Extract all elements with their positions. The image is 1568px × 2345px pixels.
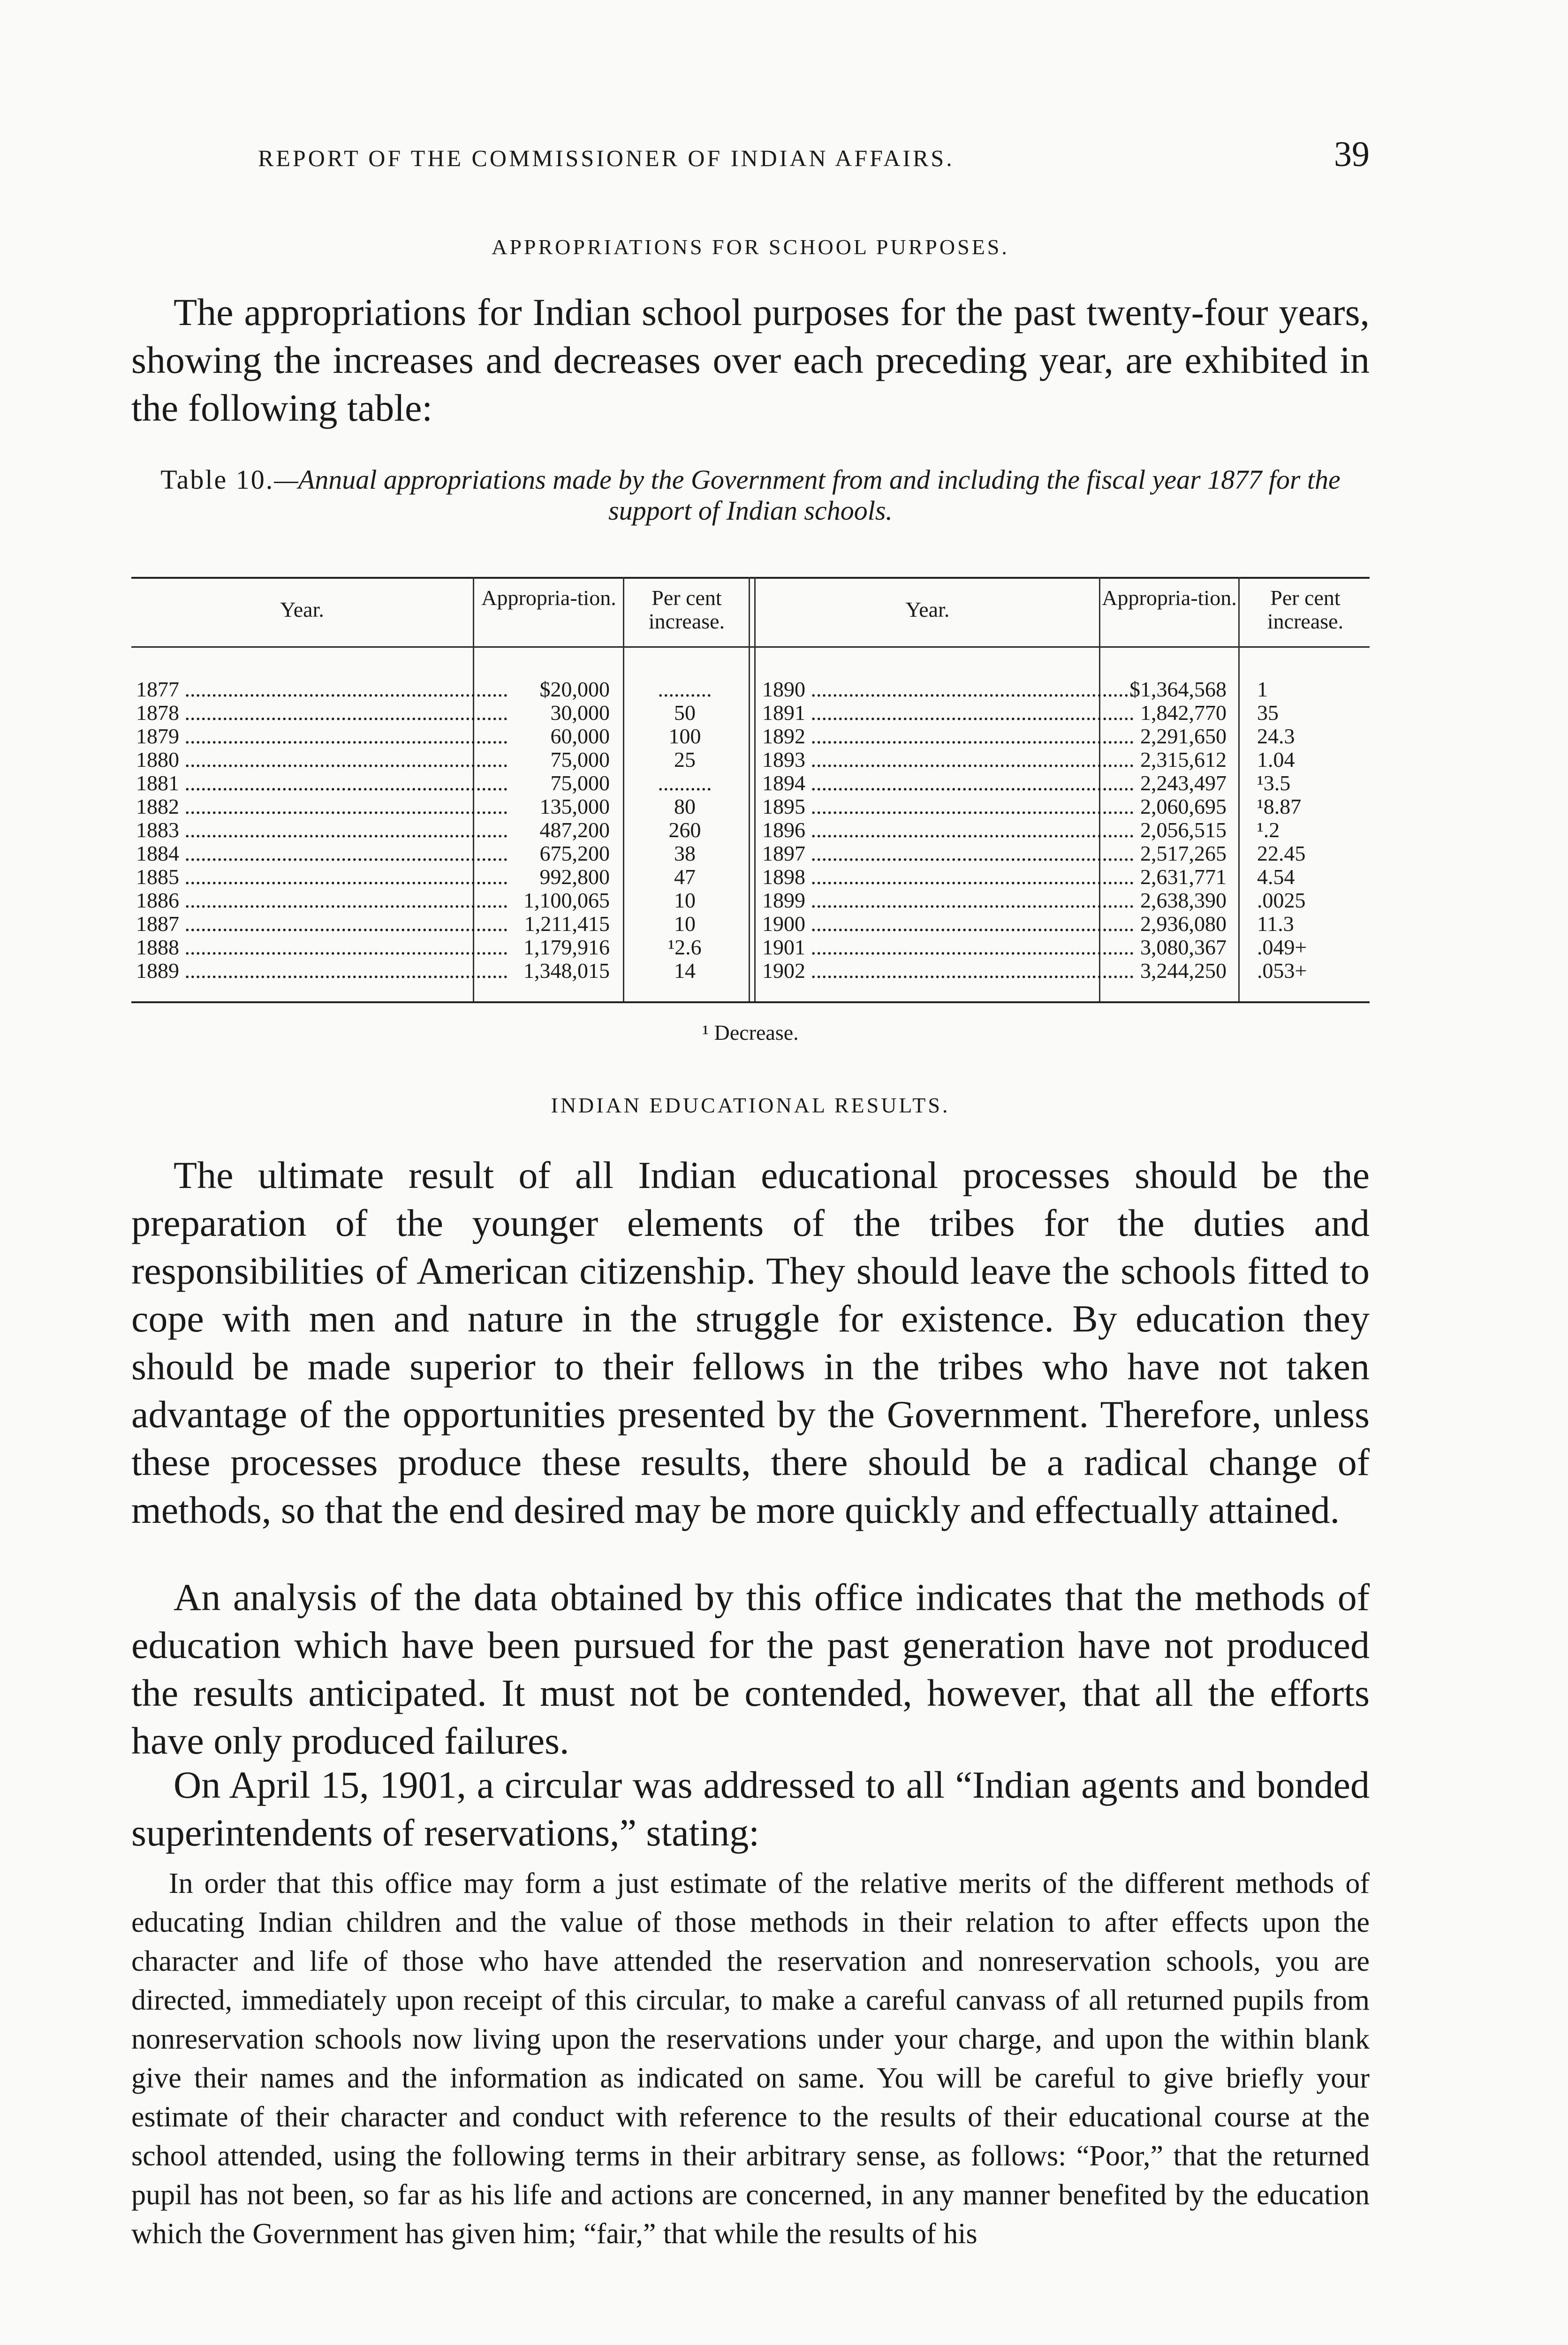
- table-cell-year: 1901 ............................................................: [762, 935, 1135, 959]
- table-footnote: ¹ Decrease.: [702, 1021, 799, 1044]
- table-cell-appropriation: 992,800: [539, 865, 610, 889]
- table-cell-percent: .053+: [1257, 959, 1307, 983]
- table-cell-year: 1900 ............................................................: [762, 912, 1135, 936]
- section-heading-appropriations: APPROPRIATIONS FOR SCHOOL PURPOSES.: [492, 235, 1009, 259]
- table-cell-appropriation: 2,517,265: [1140, 841, 1227, 865]
- section-heading-results: INDIAN EDUCATIONAL RESULTS.: [551, 1093, 950, 1117]
- table-cell-year: 1879 ............................................................: [136, 724, 508, 748]
- table-cell-year: 1898 ............................................................: [762, 865, 1135, 889]
- table-cell-percent: 1.04: [1257, 748, 1295, 772]
- table-cell-appropriation: 2,291,650: [1140, 724, 1227, 748]
- intro-paragraph: The appropriations for Indian school purposes for the past twenty-four years, showing the increases and decreases over each preceding year, are exhibited in the following table:: [131, 291, 1370, 429]
- left-years-column: [136, 677, 508, 983]
- table-cell-percent: 35: [1257, 701, 1279, 725]
- table-cell-appropriation: 1,348,015: [523, 959, 610, 983]
- table-cell-percent: ¹8.87: [1257, 794, 1302, 818]
- table-cell-percent: ¹2.6: [668, 935, 702, 959]
- table-cell-year: 1890 ............................................................: [762, 677, 1135, 701]
- table-cell-appropriation: 1,842,770: [1140, 701, 1227, 725]
- table-cell-percent: 4.54: [1257, 865, 1295, 889]
- table-cell-appropriation: 30,000: [550, 701, 610, 725]
- table-cell-year: 1878 ............................................................: [136, 701, 508, 725]
- table-cell-percent: 14: [674, 959, 696, 983]
- header-year-left: Year.: [280, 598, 324, 621]
- table-cell-appropriation: 2,936,080: [1140, 912, 1227, 936]
- table-cell-appropriation: 1,211,415: [524, 912, 610, 936]
- table-cell-appropriation: 3,080,367: [1140, 935, 1227, 959]
- table-description: —Annual appropriations made by the Government from and including the fiscal year 1877 for the support of Indian schools.: [274, 464, 1341, 526]
- table-cell-appropriation: 2,638,390: [1140, 888, 1227, 912]
- table-cell-percent: .0025: [1257, 888, 1306, 912]
- table-cell-percent: 50: [674, 701, 696, 725]
- column-divider: [754, 577, 756, 1001]
- table-cell-percent: 22.45: [1257, 841, 1306, 865]
- table-cell-percent: 10: [674, 888, 696, 912]
- left-appropriation-column: [478, 678, 610, 983]
- running-head-title: REPORT OF THE COMMISSIONER OF INDIAN AFFAIRS.: [258, 145, 954, 171]
- header-percent-right: Per cent increase.: [1267, 586, 1344, 633]
- header-percent-left: Per cent increase.: [648, 586, 725, 633]
- table-cell-percent: ..........: [658, 771, 712, 795]
- table-cell-percent: 38: [674, 841, 696, 865]
- table-cell-year: 1887 ............................................................: [136, 912, 508, 936]
- header-appropriation-left: Appropria-tion.: [481, 586, 616, 610]
- right-percent-column: [1257, 678, 1367, 983]
- table-cell-year: 1882 ............................................................: [136, 794, 508, 818]
- results-paragraph-2: An analysis of the data obtained by this office indicates that the methods of education which have been pursued for the past generation have not produced the results anticipated. It must not be contended, however, that all the efforts have only produced failures.: [131, 1576, 1370, 1762]
- column-divider: [1238, 577, 1240, 1001]
- results-paragraph-1: The ultimate result of all Indian educational processes should be the preparation of the younger elements of the tribes for the duties and responsibilities of American citizenship. They should leave the schools fitted to cope with men and nature in the struggle for existence. By education they should be made superior to their fellows in the tribes who have not taken advantage of the opportunities presented by the Government. Therefore, unless these processes produce these results, there should be a radical change of methods, so that the end desired may be more quickly and effectually attained.: [131, 1154, 1370, 1531]
- table-cell-appropriation: $1,364,568: [1129, 677, 1227, 701]
- table-cell-percent: ¹3.5: [1257, 771, 1291, 795]
- column-divider: [623, 577, 624, 1001]
- table-cell-appropriation: 1,179,916: [523, 935, 610, 959]
- table-cell-year: 1888 ............................................................: [136, 935, 508, 959]
- table-cell-appropriation: 2,056,515: [1140, 818, 1227, 842]
- table-cell-percent: 25: [674, 748, 696, 772]
- table-cell-year: 1880 ............................................................: [136, 748, 508, 772]
- table-cell-year: 1896 ............................................................: [762, 818, 1135, 842]
- table-cell-percent: 24.3: [1257, 724, 1295, 748]
- table-cell-appropriation: 1,100,065: [523, 888, 610, 912]
- table-cell-appropriation: 2,060,695: [1140, 794, 1227, 818]
- table-caption: [131, 464, 1370, 526]
- table-cell-year: 1877 ............................................................: [136, 677, 508, 701]
- table-cell-year: 1881 ............................................................: [136, 771, 508, 795]
- table-cell-year: 1893 ............................................................: [762, 748, 1135, 772]
- right-appropriation-column: [1102, 678, 1227, 983]
- table-cell-appropriation: 2,315,612: [1140, 748, 1227, 772]
- header-appropriation-right: Appropria-tion.: [1102, 586, 1237, 610]
- table-cell-percent: 1: [1257, 677, 1268, 701]
- table-label: Table 10.: [160, 464, 274, 495]
- table-bottom-rule: [131, 1001, 1370, 1003]
- table-cell-year: 1883 ............................................................: [136, 818, 508, 842]
- circular-quotation: In order that this office may form a just estimate of the relative merits of the different methods of educating Indian children and the value of those methods in their relation to after effects upon the character and life of those who have attended the reservation and nonreservation schools, you are directed, immediately upon receipt of this circular, to make a careful canvass of all returned pupils from nonreservation schools now living upon the reservations under your charge, and upon the within blank give their names and the information as indicated on same. You will be careful to give briefly your estimate of their character and conduct with reference to the results of their educational course at the school attended, using the following terms in their arbitrary sense, as follows: “Poor,” that the returned pupil has not been, so far as his life and actions are concerned, in any manner benefited by the education which the Government has given him; “fair,” that while the results of his: [131, 1868, 1370, 2250]
- table-cell-appropriation: $20,000: [539, 677, 610, 701]
- table-cell-year: 1892 ............................................................: [762, 724, 1135, 748]
- document-page: [131, 0, 1370, 2345]
- appropriations-table: [131, 577, 1370, 1008]
- table-cell-percent: 100: [668, 724, 701, 748]
- table-cell-appropriation: 2,243,497: [1140, 771, 1227, 795]
- table-cell-year: 1885 ............................................................: [136, 865, 508, 889]
- table-cell-appropriation: 2,631,771: [1140, 865, 1227, 889]
- right-years-column: [762, 677, 1135, 983]
- table-cell-appropriation: 487,200: [539, 818, 610, 842]
- table-cell-percent: 11.3: [1257, 912, 1294, 936]
- results-paragraph-3: On April 15, 1901, a circular was addressed to all “Indian agents and bonded superintendents of reservations,” stating:: [131, 1763, 1370, 1854]
- left-percent-column: [626, 678, 743, 983]
- column-divider: [749, 577, 750, 1001]
- table-cell-year: 1897 ............................................................: [762, 841, 1135, 865]
- table-cell-year: 1889 ............................................................: [136, 959, 508, 983]
- table-cell-year: 1886 ............................................................: [136, 888, 508, 912]
- table-cell-year: 1884 ............................................................: [136, 841, 508, 865]
- page-number: 39: [1334, 135, 1370, 174]
- table-cell-year: 1899 ............................................................: [762, 888, 1135, 912]
- table-cell-year: 1902 ............................................................: [762, 959, 1135, 983]
- table-cell-appropriation: 675,200: [539, 841, 610, 865]
- table-header-rule: [131, 646, 1370, 648]
- table-top-rule: [131, 577, 1370, 579]
- table-cell-appropriation: 75,000: [550, 771, 610, 795]
- table-cell-percent: .049+: [1257, 935, 1307, 959]
- table-cell-percent: 10: [674, 912, 696, 936]
- table-cell-percent: 80: [674, 794, 696, 818]
- table-cell-appropriation: 60,000: [550, 724, 610, 748]
- header-year-right: Year.: [905, 598, 950, 621]
- table-cell-year: 1891 ............................................................: [762, 701, 1135, 725]
- table-cell-percent: 260: [668, 818, 701, 842]
- table-cell-percent: ..........: [658, 677, 712, 701]
- table-cell-percent: 47: [674, 865, 696, 889]
- table-cell-appropriation: 75,000: [550, 748, 610, 772]
- table-cell-appropriation: 3,244,250: [1140, 959, 1227, 983]
- table-cell-percent: ¹.2: [1257, 818, 1280, 842]
- table-cell-year: 1894 ............................................................: [762, 771, 1135, 795]
- table-cell-year: 1895 ............................................................: [762, 794, 1135, 818]
- table-cell-appropriation: 135,000: [539, 794, 610, 818]
